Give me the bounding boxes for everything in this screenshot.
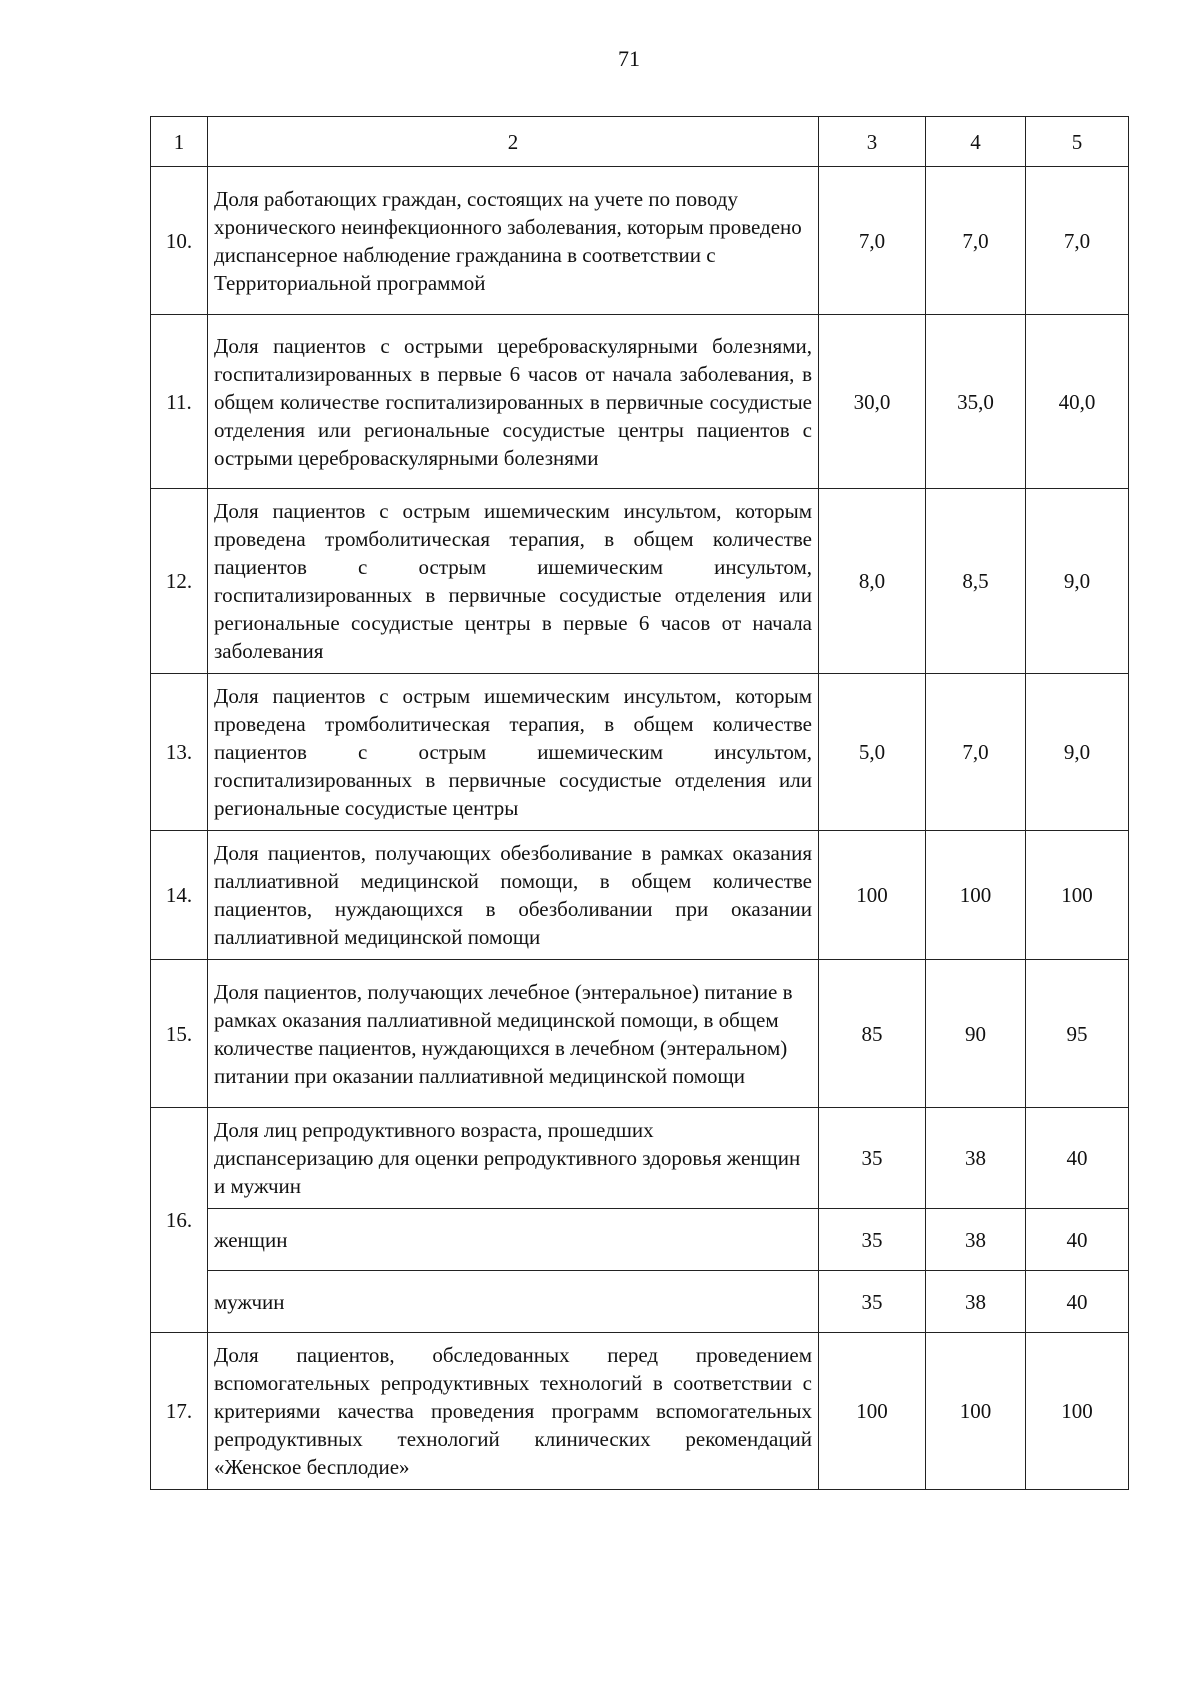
row-number: 11. — [151, 315, 208, 489]
row-value-col3: 8,0 — [819, 489, 926, 674]
subrow-value-col5: 40 — [1026, 1209, 1129, 1271]
table-row — [151, 1108, 1129, 1209]
header-cell-4: 4 — [926, 117, 1026, 167]
row-value-col5: 7,0 — [1026, 167, 1129, 315]
row-number: 17. — [151, 1333, 208, 1490]
row-number: 14. — [151, 831, 208, 960]
table-row — [151, 960, 1129, 1108]
row-value-col5: 9,0 — [1026, 489, 1129, 674]
row-value-col5: 40,0 — [1026, 315, 1129, 489]
table-row — [151, 167, 1129, 315]
row-value-col3: 100 — [819, 831, 926, 960]
subrow-value-col4: 38 — [926, 1271, 1026, 1333]
subrow-description: женщин — [208, 1209, 819, 1271]
header-cell-1: 1 — [151, 117, 208, 167]
row-value-col3: 7,0 — [819, 167, 926, 315]
row-description: Доля пациентов, получающих лечебное (энтеральное) питание в рамках оказания паллиативной медицинской помощи, в общем количестве пациентов, нуждающихся в лечебном (энтеральном) питании при оказании паллиативной медицинской помощи — [208, 960, 819, 1108]
row-value-col5: 100 — [1026, 1333, 1129, 1490]
row-description: Доля пациентов, обследованных перед проведением вспомогательных репродуктивных технологий в соответствии с критериями качества проведения программ вспомогательных репродуктивных технологий клинических рекомендаций «Женское бесплодие» — [208, 1333, 819, 1490]
row-value-col4: 7,0 — [926, 674, 1026, 831]
row-value-col5: 100 — [1026, 831, 1129, 960]
row-number: 12. — [151, 489, 208, 674]
table-subrow — [151, 1271, 1129, 1333]
row-value-col4: 7,0 — [926, 167, 1026, 315]
row-number: 16. — [151, 1108, 208, 1333]
row-value-col5: 9,0 — [1026, 674, 1129, 831]
row-value-col5: 40 — [1026, 1108, 1129, 1209]
table-row — [151, 1333, 1129, 1490]
row-number: 10. — [151, 167, 208, 315]
header-cell-3: 3 — [819, 117, 926, 167]
row-description: Доля пациентов с острым ишемическим инсультом, которым проведена тромболитическая терапия, в общем количестве пациентов с острым ишемическим инсультом, госпитализированных в первичные сосудистые отделения или региональные сосудистые центры — [208, 674, 819, 831]
row-description: Доля лиц репродуктивного возраста, прошедших диспансеризацию для оценки репродуктивного здоровья женщин и мужчин — [208, 1108, 819, 1209]
row-value-col4: 100 — [926, 831, 1026, 960]
row-description: Доля пациентов с острым ишемическим инсультом, которым проведена тромболитическая терапия, в общем количестве пациентов с острым ишемическим инсультом, госпитализированных в первичные сосудистые отделения или региональные сосудистые центры в первые 6 часов от начала заболевания — [208, 489, 819, 674]
row-description: Доля работающих граждан, состоящих на учете по поводу хронического неинфекционного заболевания, которым проведено диспансерное наблюдение гражданина в соответствии с Территориальной программой — [208, 167, 819, 315]
row-value-col3: 35 — [819, 1108, 926, 1209]
row-value-col4: 38 — [926, 1108, 1026, 1209]
table-row — [151, 489, 1129, 674]
table-subrow — [151, 1209, 1129, 1271]
row-number: 13. — [151, 674, 208, 831]
row-value-col4: 100 — [926, 1333, 1026, 1490]
row-value-col3: 5,0 — [819, 674, 926, 831]
row-description: Доля пациентов, получающих обезболивание в рамках оказания паллиативной медицинской помощи, в общем количестве пациентов, нуждающихся в обезболивании при оказании паллиативной медицинской помощи — [208, 831, 819, 960]
row-value-col4: 35,0 — [926, 315, 1026, 489]
row-value-col4: 8,5 — [926, 489, 1026, 674]
row-description: Доля пациентов с острыми цереброваскулярными болезнями, госпитализированных в первые 6 часов от начала заболевания, в общем количестве госпитализированных в первичные сосудистые отделения или региональные сосудистые центры пациентов с острыми цереброваскулярными болезнями — [208, 315, 819, 489]
row-number: 15. — [151, 960, 208, 1108]
row-value-col3: 30,0 — [819, 315, 926, 489]
page-number: 71 — [618, 46, 640, 71]
header-cell-2: 2 — [208, 117, 819, 167]
table-header-row — [151, 117, 1129, 167]
row-value-col3: 85 — [819, 960, 926, 1108]
row-value-col5: 95 — [1026, 960, 1129, 1108]
row-value-col4: 90 — [926, 960, 1026, 1108]
subrow-value-col4: 38 — [926, 1209, 1026, 1271]
subrow-value-col3: 35 — [819, 1271, 926, 1333]
subrow-description: мужчин — [208, 1271, 819, 1333]
subrow-value-col5: 40 — [1026, 1271, 1129, 1333]
table-row — [151, 831, 1129, 960]
table-row — [151, 315, 1129, 489]
indicators-table — [150, 116, 1129, 1490]
row-value-col3: 100 — [819, 1333, 926, 1490]
subrow-value-col3: 35 — [819, 1209, 926, 1271]
table-row — [151, 674, 1129, 831]
header-cell-5: 5 — [1026, 117, 1129, 167]
